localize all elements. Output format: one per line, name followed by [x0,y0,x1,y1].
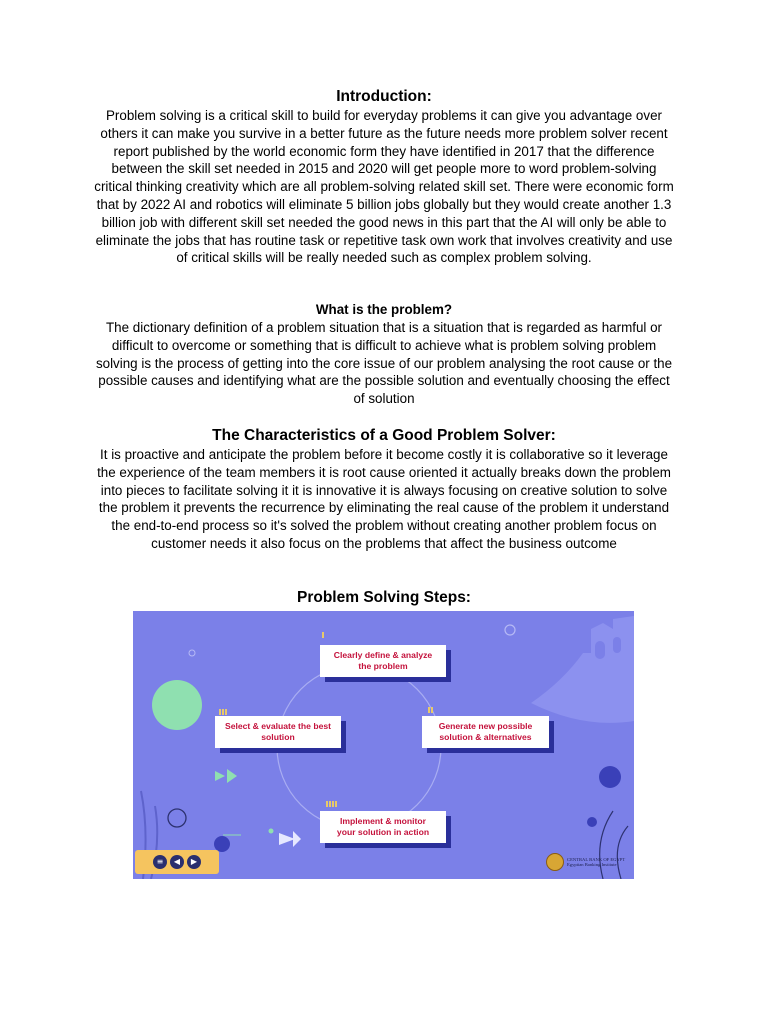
arrow-right-icon[interactable]: ▶ [187,855,201,869]
logo-line-1: CENTRAL BANK OF EGYPT [567,856,626,862]
step-card-2 [422,716,549,748]
step-card-3 [215,716,341,748]
steps-heading: Problem Solving Steps: [297,589,471,606]
step-3-line-1: Select & evaluate the best [224,720,332,731]
step-2-line-2: solution & alternatives [439,732,532,742]
seal-icon [546,853,564,871]
characteristics-paragraph: It is proactive and anticipate the problem before it become costly it is collaborative so it leverage the experience of the team members it is root cause oriented it actually breaks down the problem into pieces to facilitate solving it it is innovative it is always focusing on creative solution to solve the problem it prevents the recurrence by eliminating the real cause of the problem it understand the end-to-end process so it's solved the problem without creating another problem focus on customer needs it also focus on the problems that affect the business outcome [97,447,671,551]
step-3-line-2: solution [261,732,295,742]
characteristics-heading: The Characteristics of a Good Problem Solver: [212,427,556,444]
step-4-marker [326,801,337,807]
step-1-line-1: Clearly define & analyze [333,649,433,660]
slide-navigation-bar [135,850,219,874]
step-4-line-1: Implement & monitor [340,815,426,826]
menu-icon[interactable]: ≡ [153,855,167,869]
step-2-line-1: Generate new possible [438,720,533,731]
step-card-1 [320,645,446,677]
step-card-4 [320,811,446,843]
introduction-paragraph: Problem solving is a critical skill to build for everyday problems it can give you advantage over others it can make you survive in a better future as the future needs more problem solver recent report published by the world economic form they have identified in 2017 that the difference between the skill set needed in 2015 and 2020 will get people more to word problem-solving critical thinking creativity which are all problem-solving related skill set. There were economic form that by 2022 AI and robotics will eliminate 5 billion jobs globally but they would create another 1.3 billion job with different skill set needed the good news in this part that the AI will only be able to eliminate the jobs that has routine task or repetitive task own work that involves creativity and use of critical skills will be really needed such as complex problem solving. [94,108,674,266]
what-is-problem-heading: What is the problem? [315,302,453,317]
logo-line-2: Egyptian Banking Institute [567,862,617,867]
introduction-heading: Introduction: [336,88,432,105]
step-1-line-2: the problem [358,661,408,671]
step-1-marker [322,632,324,638]
step-2-marker [428,707,433,713]
step-4-line-2: your solution in action [336,827,430,837]
what-is-problem-paragraph: The dictionary definition of a problem situation that is a situation that is regarded as harmful or difficult to overcome or something that is difficult to achieve what is problem solving problem solving is the process of getting into the core issue of our problem analysing the root cause or the possible causes and identifying what are the possible solution and eventually choosing the effect of solution [95,320,673,407]
central-bank-logo [546,851,632,873]
problem-solving-steps-slide [133,611,634,879]
arrow-left-icon[interactable]: ◀ [170,855,184,869]
step-3-marker [219,709,227,715]
